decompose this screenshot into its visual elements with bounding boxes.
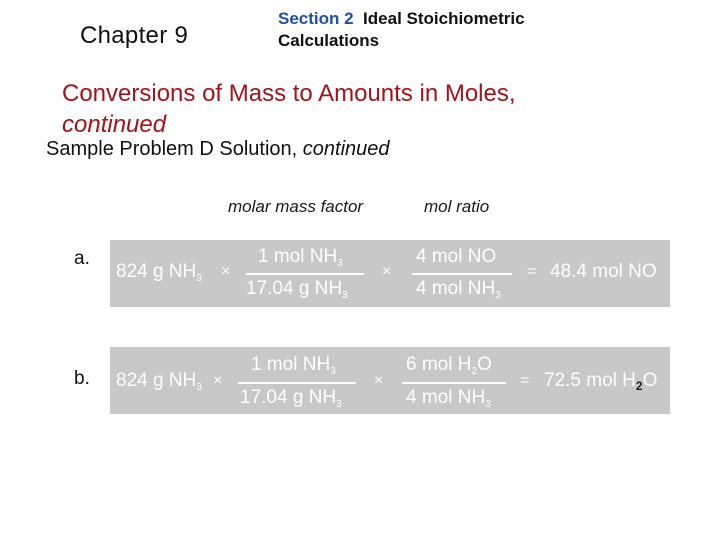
- subtitle-main: Sample Problem D Solution,: [46, 138, 298, 160]
- problem-b-equation: [110, 347, 670, 414]
- fraction-bar: [238, 382, 356, 384]
- subtitle-continued: continued: [302, 138, 390, 160]
- molar-mass-denominator: 17.04 g $NH_3$: [240, 387, 342, 410]
- section-title: Ideal Stoichiometric Calculations: [278, 9, 525, 50]
- times-sign: ×: [221, 263, 231, 280]
- mol-ratio-denominator: 4 mol $NH_3$: [406, 387, 491, 410]
- result: 72.5 mol $H_2O$: [544, 370, 658, 393]
- molar-mass-numerator: 1 mol $NH_3$: [258, 246, 343, 269]
- given-mass: 824 g $NH_3$: [116, 370, 202, 393]
- problem-b-label: b.: [74, 368, 90, 389]
- slide-subtitle: [46, 138, 390, 161]
- mol-ratio-header: mol ratio: [424, 197, 490, 216]
- times-sign: ×: [382, 263, 392, 280]
- slide-title-main: Conversions of Mass to Amounts in Moles,: [62, 80, 516, 107]
- slide-title: [62, 78, 702, 140]
- molar-mass-denominator: 17.04 g $NH_3$: [246, 278, 348, 301]
- mol-ratio-numerator: 4 mol NO: [416, 246, 497, 267]
- chapter-label: Chapter 9: [80, 22, 189, 49]
- fraction-bar: [402, 382, 506, 384]
- equals-sign: =: [527, 263, 537, 280]
- result: 48.4 mol NO: [550, 261, 657, 282]
- given-mass: 824 g $NH_3$: [116, 261, 202, 284]
- mol-ratio-denominator: 4 mol $NH_3$: [416, 278, 501, 301]
- equals-sign: =: [520, 372, 530, 389]
- times-sign: ×: [374, 372, 384, 389]
- mol-ratio-numerator: 6 mol $H_2O$: [406, 354, 492, 377]
- section-heading: [278, 8, 598, 52]
- times-sign: ×: [213, 372, 223, 389]
- fraction-bar: [412, 273, 512, 275]
- section-number: Section 2: [278, 9, 354, 28]
- slide-title-continued: continued: [62, 111, 167, 138]
- problem-a-label: a.: [74, 248, 90, 269]
- fraction-bar: [246, 273, 364, 275]
- problem-a-equation: [110, 240, 670, 307]
- molar-mass-factor-header: molar mass factor: [228, 197, 364, 216]
- molar-mass-numerator: 1 mol $NH_3$: [251, 354, 336, 377]
